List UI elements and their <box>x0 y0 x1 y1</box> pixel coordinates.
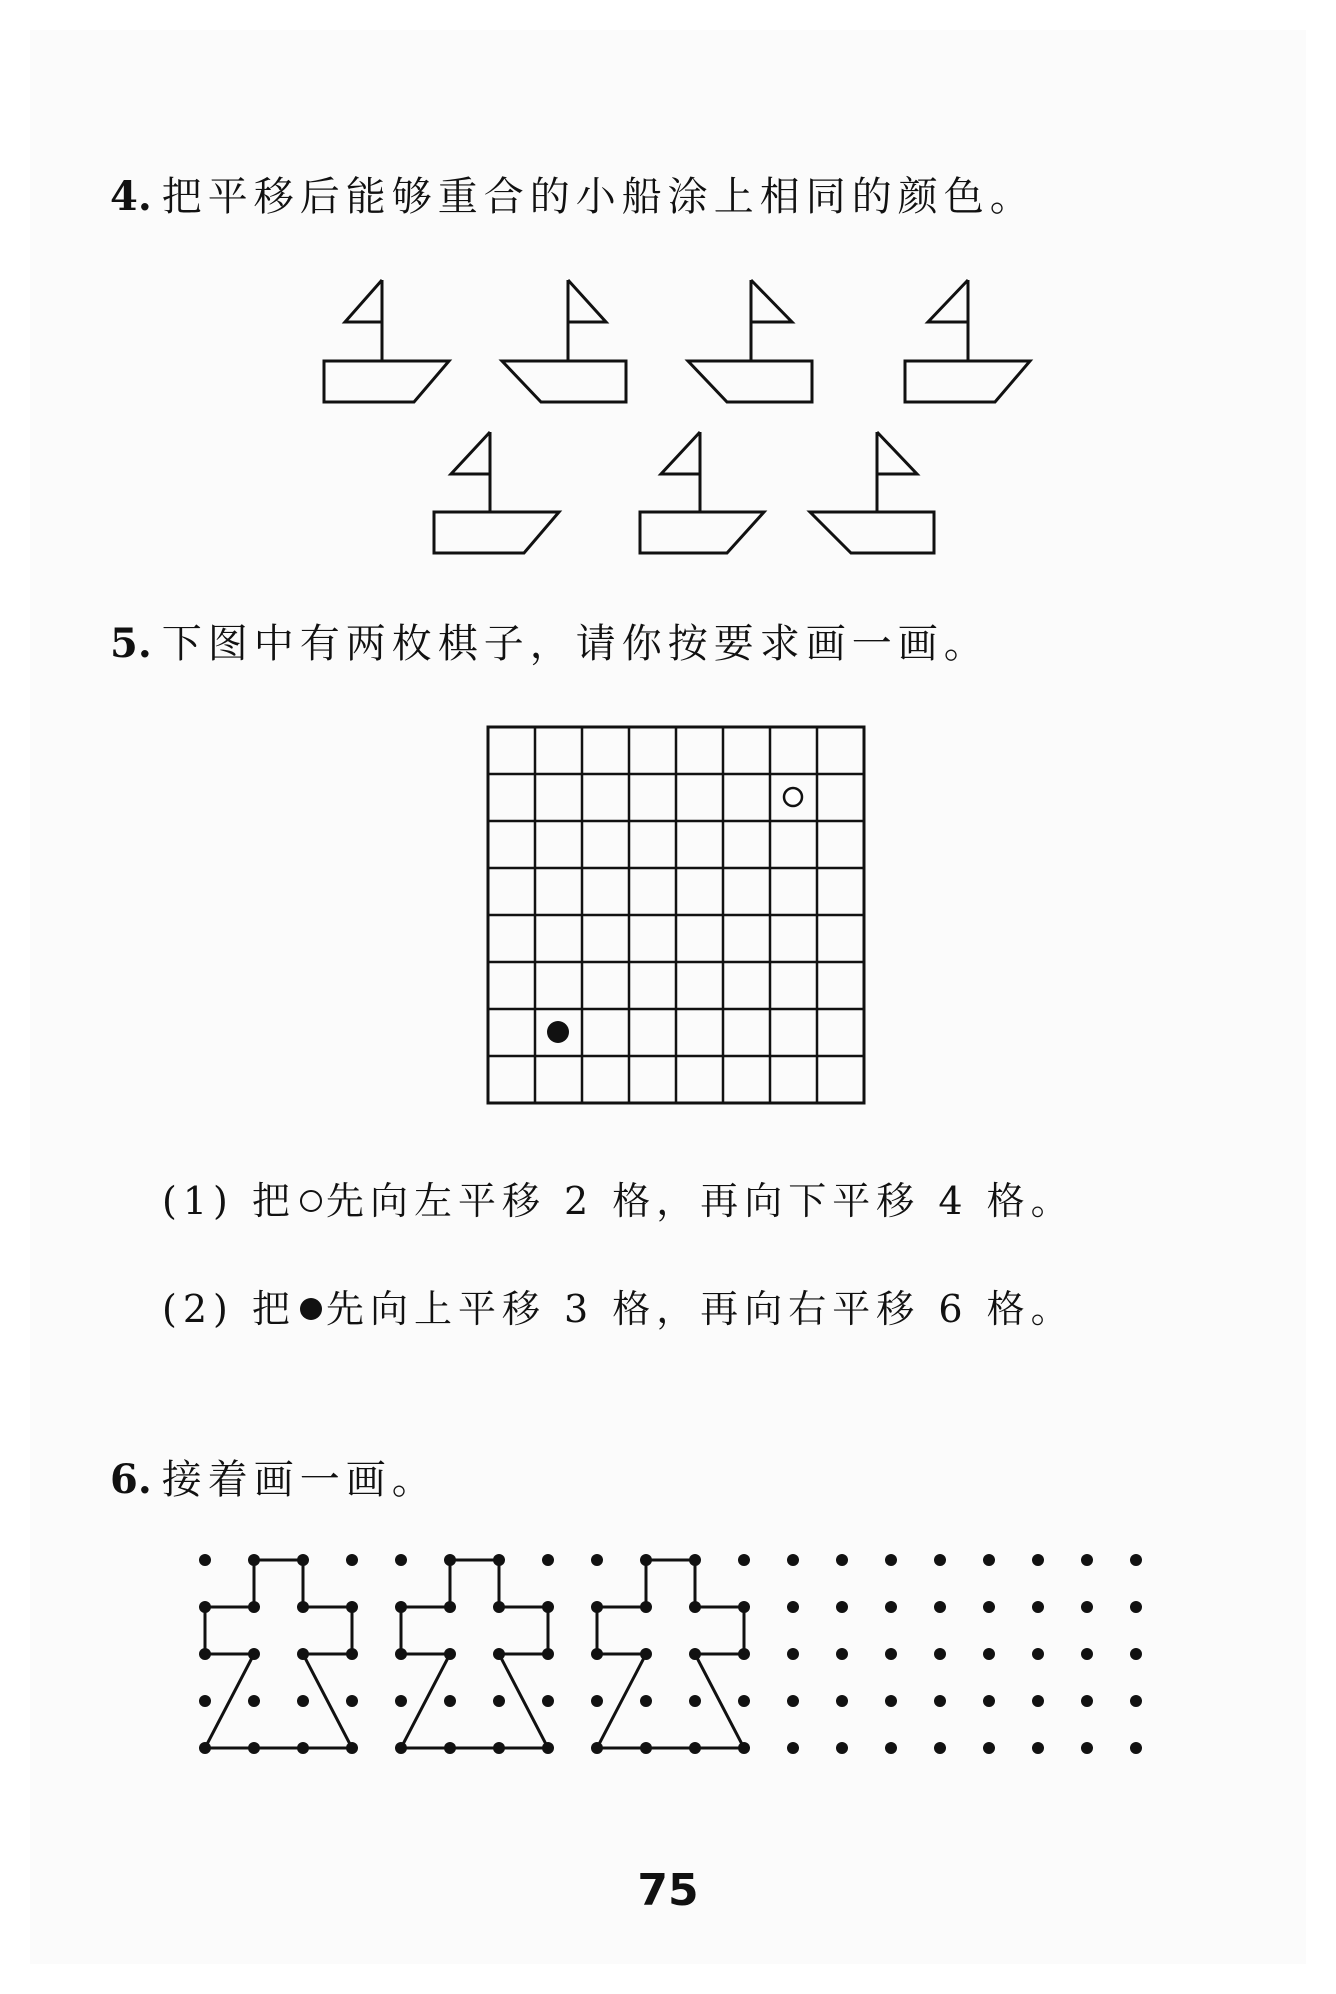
grid-dot <box>542 1742 554 1754</box>
grid-dot <box>248 1695 260 1707</box>
boats-figure <box>0 260 1336 580</box>
grid-dot <box>885 1554 897 1566</box>
grid-dot <box>934 1601 946 1613</box>
sub-1-text: 先向左平移 2 格，再向下平移 4 格。 <box>325 1179 1075 1223</box>
grid-dot <box>444 1554 456 1566</box>
question-5-text: 下图中有两枚棋子，请你按要求画一画。 <box>161 621 990 667</box>
grid-dot <box>787 1601 799 1613</box>
grid-dot <box>738 1648 750 1660</box>
grid-dot <box>444 1742 456 1754</box>
pattern-shape-3 <box>597 1560 744 1748</box>
grid-dot <box>346 1742 358 1754</box>
grid-dot <box>444 1648 456 1660</box>
grid-dot <box>444 1601 456 1613</box>
grid-dot <box>640 1554 652 1566</box>
grid-dot <box>395 1742 407 1754</box>
dot-grid-pattern <box>0 1540 1336 1770</box>
pattern-shape-2 <box>401 1560 548 1748</box>
pattern-shape-1 <box>205 1560 352 1748</box>
grid-dot <box>493 1695 505 1707</box>
grid-dot <box>836 1601 848 1613</box>
grid-dot <box>395 1601 407 1613</box>
grid-dot <box>493 1648 505 1660</box>
boat-6 <box>640 432 764 553</box>
grid-dot <box>640 1648 652 1660</box>
grid-dot <box>199 1601 211 1613</box>
grid-dot <box>444 1695 456 1707</box>
question-6-number: 6. <box>110 1456 152 1503</box>
grid-dot <box>493 1554 505 1566</box>
boat-7 <box>810 432 934 553</box>
grid-dot <box>689 1648 701 1660</box>
grid-dot <box>1081 1554 1093 1566</box>
grid-dot <box>1081 1742 1093 1754</box>
grid-dot <box>934 1648 946 1660</box>
grid-dot <box>787 1648 799 1660</box>
grid-dot <box>983 1648 995 1660</box>
grid-dot <box>1032 1554 1044 1566</box>
grid-dot <box>836 1648 848 1660</box>
grid-dot <box>1130 1695 1142 1707</box>
grid-dot <box>591 1695 603 1707</box>
grid-dot <box>836 1554 848 1566</box>
grid-dot <box>395 1648 407 1660</box>
sub-2-pre: 把 <box>251 1287 296 1331</box>
grid-dot <box>1032 1695 1044 1707</box>
grid-dot <box>1130 1742 1142 1754</box>
grid-dot <box>983 1554 995 1566</box>
black-chess-piece <box>547 1021 569 1043</box>
grid-dot <box>885 1648 897 1660</box>
grid-dot <box>885 1601 897 1613</box>
grid-dot <box>542 1601 554 1613</box>
grid-dot <box>346 1695 358 1707</box>
grid-dot <box>297 1695 309 1707</box>
grid-dot <box>738 1601 750 1613</box>
grid-dot <box>199 1554 211 1566</box>
boat-2 <box>502 280 626 402</box>
grid-dot <box>493 1742 505 1754</box>
question-5-title <box>110 612 990 669</box>
question-5-sub-1 <box>162 1170 1075 1225</box>
grid-dot <box>787 1695 799 1707</box>
grid-dot <box>689 1554 701 1566</box>
grid-dot <box>836 1695 848 1707</box>
grid-dot <box>1081 1601 1093 1613</box>
grid-dot <box>297 1554 309 1566</box>
grid-dot <box>591 1742 603 1754</box>
grid-dot <box>591 1648 603 1660</box>
grid-dot <box>689 1601 701 1613</box>
chess-grid <box>486 725 866 1105</box>
boat-5 <box>434 432 559 553</box>
grid-dot <box>983 1742 995 1754</box>
question-6-text: 接着画一画。 <box>161 1457 438 1503</box>
question-6-title <box>110 1448 438 1505</box>
grid-dot <box>934 1695 946 1707</box>
boat-1 <box>324 280 449 402</box>
grid-dot <box>934 1554 946 1566</box>
grid-dot <box>297 1648 309 1660</box>
grid-dot <box>591 1601 603 1613</box>
grid-dot <box>983 1695 995 1707</box>
grid-dot <box>689 1695 701 1707</box>
sub-1-pre: 把 <box>251 1179 296 1223</box>
white-chess-piece <box>784 788 802 806</box>
grid-dot <box>1130 1601 1142 1613</box>
sub-2-text: 先向上平移 3 格，再向右平移 6 格。 <box>325 1287 1075 1331</box>
grid-dot <box>199 1742 211 1754</box>
grid-dot <box>542 1648 554 1660</box>
grid-dot <box>640 1695 652 1707</box>
boat-3 <box>688 280 812 402</box>
grid-dot <box>346 1601 358 1613</box>
grid-dot <box>640 1601 652 1613</box>
grid-dot <box>1032 1601 1044 1613</box>
question-5-sub-2 <box>162 1278 1075 1333</box>
grid-dot <box>248 1554 260 1566</box>
sub-1-label: (1) <box>162 1179 234 1223</box>
grid-dot <box>493 1601 505 1613</box>
grid-dot <box>738 1554 750 1566</box>
grid-dot <box>248 1601 260 1613</box>
grid-dot <box>836 1742 848 1754</box>
question-5-number: 5. <box>110 620 152 667</box>
sub-2-label: (2) <box>162 1287 234 1331</box>
grid-dot <box>1130 1648 1142 1660</box>
grid-dot <box>346 1554 358 1566</box>
filled-circle-icon <box>300 1298 322 1320</box>
grid-dot <box>1032 1742 1044 1754</box>
grid-dot <box>346 1648 358 1660</box>
grid-dot <box>738 1695 750 1707</box>
question-4-number: 4. <box>110 173 152 220</box>
grid-dot <box>591 1554 603 1566</box>
grid-dot <box>1032 1648 1044 1660</box>
grid-dot <box>1081 1695 1093 1707</box>
boat-4 <box>905 280 1030 402</box>
grid-dot <box>199 1648 211 1660</box>
grid-dot <box>1130 1554 1142 1566</box>
grid-dot <box>297 1601 309 1613</box>
grid-dot <box>395 1554 407 1566</box>
grid-dot <box>1081 1648 1093 1660</box>
grid-dot <box>983 1601 995 1613</box>
grid-dot <box>248 1742 260 1754</box>
grid-dot <box>738 1742 750 1754</box>
grid-dot <box>542 1695 554 1707</box>
grid-dot <box>787 1742 799 1754</box>
grid-dot <box>542 1554 554 1566</box>
question-4-title <box>110 165 1036 222</box>
grid-dot <box>689 1742 701 1754</box>
grid-dot <box>934 1742 946 1754</box>
grid-dot <box>395 1695 407 1707</box>
page-number: 75 <box>637 1865 699 1916</box>
grid-dot <box>787 1554 799 1566</box>
open-circle-icon <box>300 1190 322 1212</box>
grid-dot <box>640 1742 652 1754</box>
question-4-text: 把平移后能够重合的小船涂上相同的颜色。 <box>161 174 1036 220</box>
grid-dot <box>885 1695 897 1707</box>
grid-dot <box>248 1648 260 1660</box>
grid-dot <box>199 1695 211 1707</box>
grid-dot <box>885 1742 897 1754</box>
grid-dot <box>297 1742 309 1754</box>
